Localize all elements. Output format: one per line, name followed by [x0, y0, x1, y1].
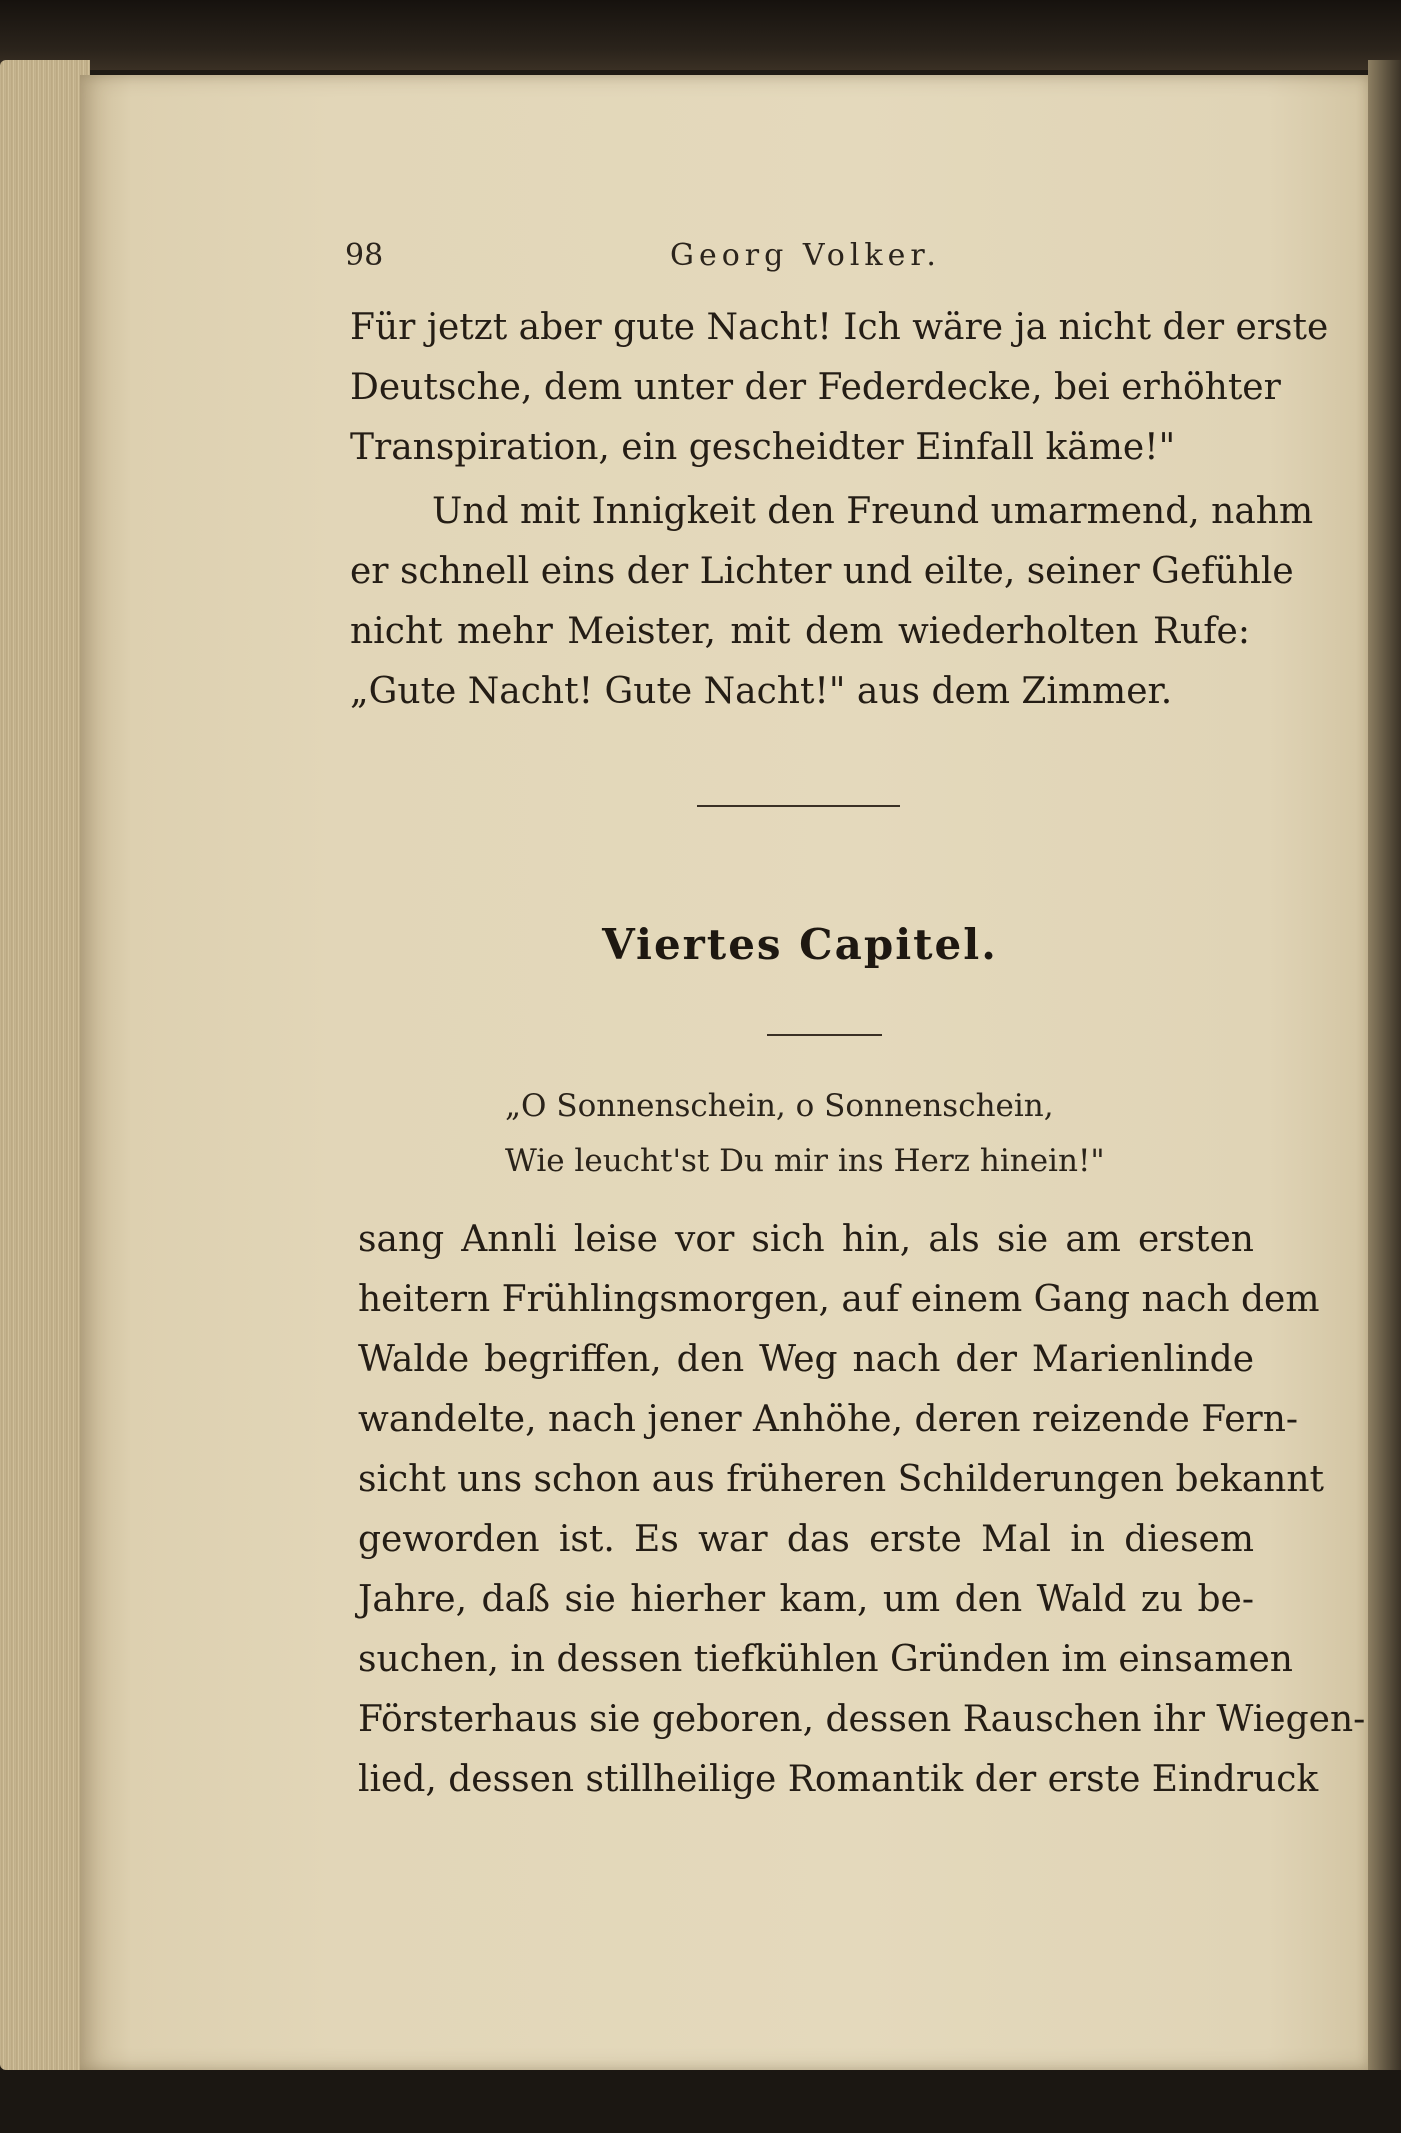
- poem-line: Wie leucht'st Du mir ins Herz hinein!": [505, 1143, 1105, 1179]
- text-line: Försterhaus sie geboren, dessen Rauschen ihr Wiegen-: [358, 1699, 1366, 1740]
- book-spine-edge: [1368, 60, 1401, 2070]
- text-line: Deutsche, dem unter der Federdecke, bei erhöhter: [350, 367, 1281, 408]
- text-line: sang Annli leise vor sich hin, als sie am ersten: [358, 1219, 1254, 1260]
- running-title: Georg Volker.: [670, 238, 941, 273]
- book-cover-top: [0, 0, 1401, 70]
- chapter-title: Viertes Capitel.: [602, 920, 998, 969]
- text-line: Für jetzt aber gute Nacht! Ich wäre ja nicht der erste: [350, 307, 1329, 348]
- text-line: Und mit Innigkeit den Freund umarmend, nahm: [432, 491, 1314, 532]
- page-edges: [0, 60, 90, 2070]
- page-header: [345, 238, 1265, 288]
- text-line: geworden ist. Es war das erste Mal in diesem: [358, 1519, 1254, 1560]
- text-line: „Gute Nacht! Gute Nacht!" aus dem Zimmer.: [350, 671, 1173, 712]
- book-cover-bottom: [0, 2070, 1401, 2133]
- section-divider: [697, 805, 900, 807]
- text-line: er schnell eins der Lichter und eilte, seiner Gefühle: [350, 551, 1294, 592]
- text-line: suchen, in dessen tiefkühlen Gründen im einsamen: [358, 1639, 1293, 1680]
- page-number: 98: [345, 238, 384, 273]
- text-line: heitern Frühlingsmorgen, auf einem Gang nach dem: [358, 1279, 1320, 1320]
- text-line: wandelte, nach jener Anhöhe, deren reizende Fern-: [358, 1399, 1299, 1440]
- text-line: Walde begriffen, den Weg nach der Marienlinde: [358, 1339, 1254, 1380]
- text-line: Jahre, daß sie hierher kam, um den Wald zu be-: [358, 1579, 1254, 1620]
- text-line: Transpiration, ein gescheidter Einfall käme!": [350, 427, 1176, 468]
- text-line: lied, dessen stillheilige Romantik der erste Eindruck: [358, 1759, 1319, 1800]
- poem-line: „O Sonnenschein, o Sonnenschein,: [505, 1088, 1054, 1124]
- chapter-rule: [767, 1034, 882, 1036]
- text-line: nicht mehr Meister, mit dem wiederholten Rufe:: [350, 611, 1250, 652]
- text-line: sicht uns schon aus früheren Schilderungen bekannt: [358, 1459, 1324, 1500]
